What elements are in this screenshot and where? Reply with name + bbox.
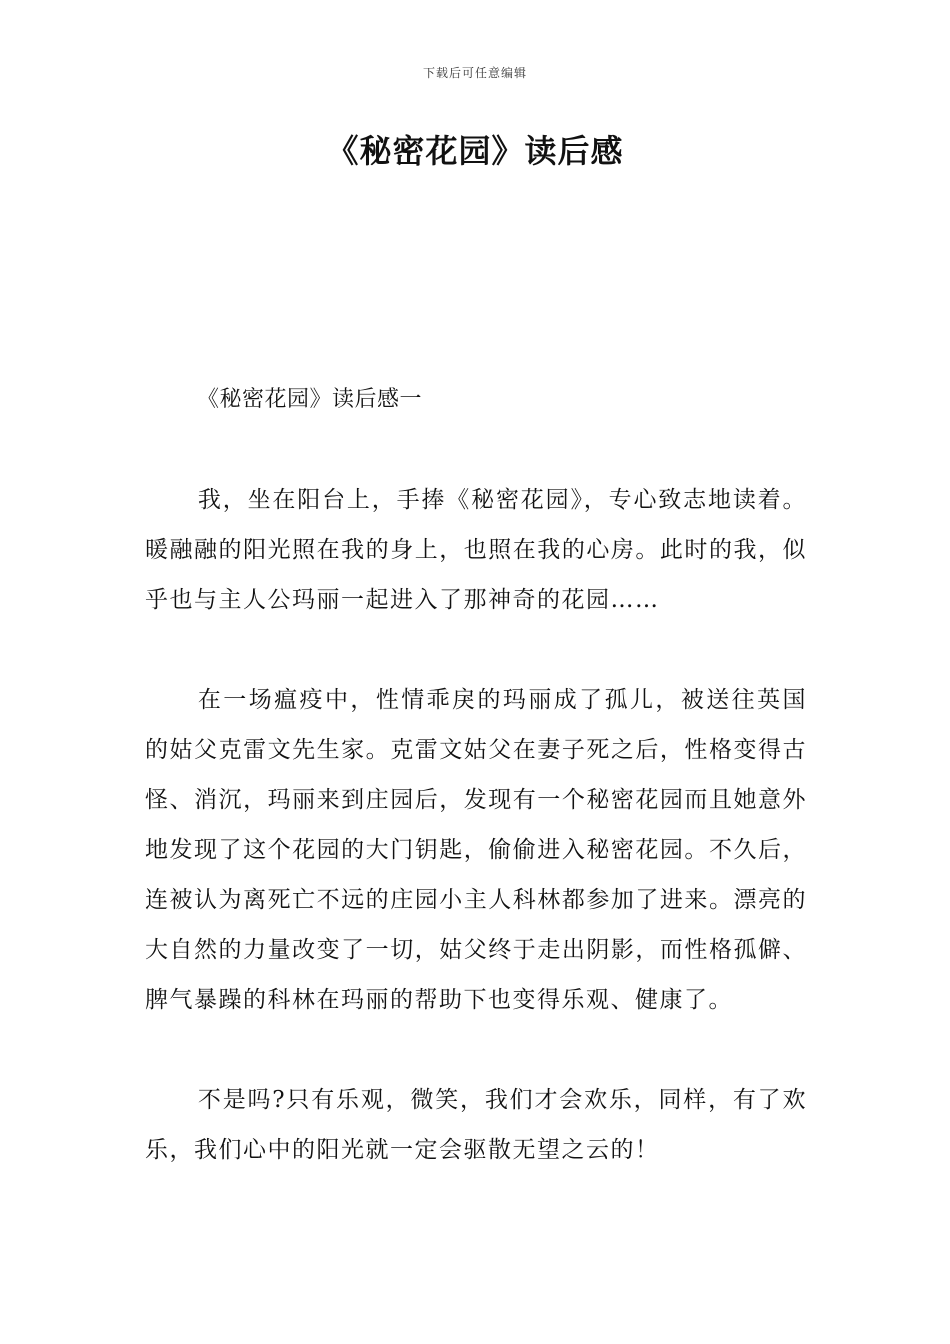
paragraph-2: 在一场瘟疫中，性情乖戾的玛丽成了孤儿，被送往英国的姑父克雷文先生家。克雷文姑父在妻子死之后，性格变得古怪、消沉，玛丽来到庄园后，发现有一个秘密花园而且她意外地发现了这个花园的大门钥匙，偷偷进入秘密花园。不久后，连被认为离死亡不远的庄园小主人科林都参加了进来。漂亮的大自然的力量改变了一切，姑父终于走出阴影，而性格孤僻、脾气暴躁的科林在玛丽的帮助下也变得乐观、健康了。 [145, 687, 807, 1013]
section-title: 《秘密花园》读后感一 [197, 387, 423, 412]
header-note: 下载后可任意编辑 [422, 66, 527, 80]
paragraph-gap [145, 425, 807, 475]
paragraph-gap [145, 1025, 807, 1075]
document-title: 《秘密花园》读后感 [326, 132, 624, 170]
paragraph-3: 不是吗?只有乐观，微笑，我们才会欢乐，同样，有了欢乐，我们心中的阳光就一定会驱散无望之云的！ [145, 1087, 807, 1163]
document-body [145, 375, 807, 1175]
paragraph-1: 我，坐在阳台上，手捧《秘密花园》，专心致志地读着。暖融融的阳光照在我的身上，也照在我的心房。此时的我，似乎也与主人公玛丽一起进入了那神奇的花园…… [145, 487, 807, 613]
paragraph-gap [145, 625, 807, 675]
